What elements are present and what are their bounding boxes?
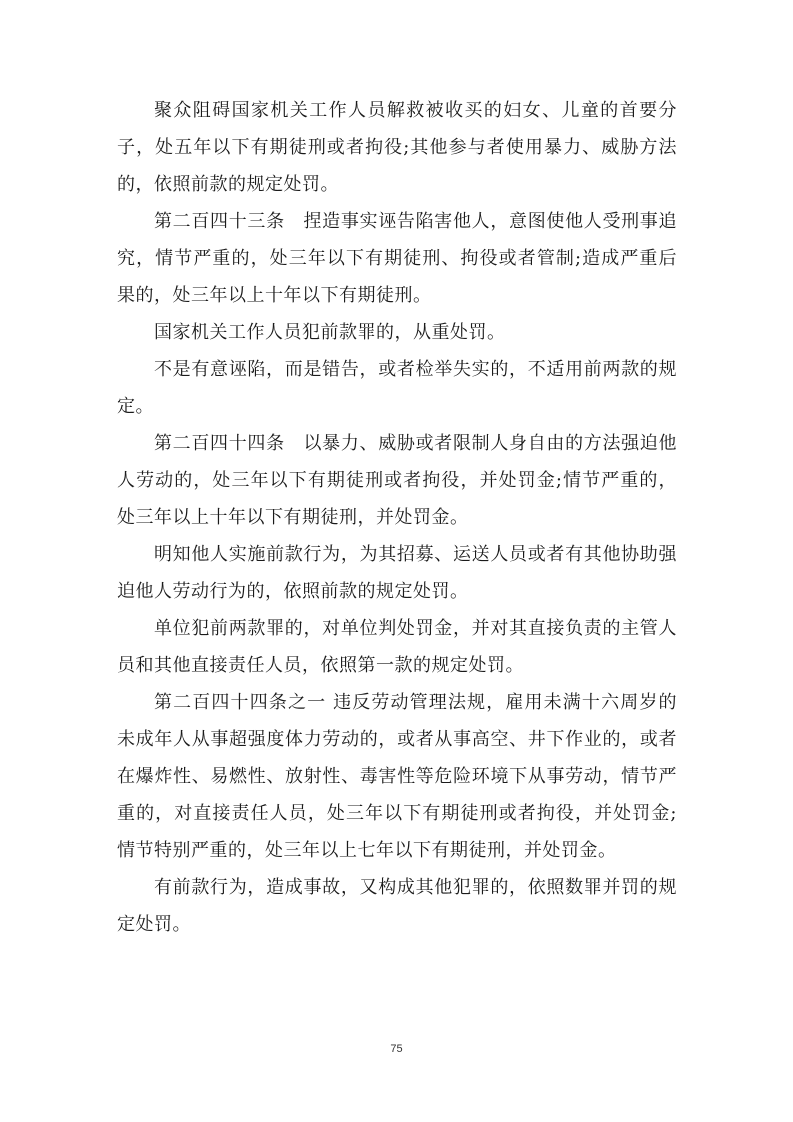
page-number: 75 xyxy=(390,1043,403,1055)
paragraph: 国家机关工作人员犯前款罪的，从重处罚。 xyxy=(154,322,506,343)
paragraph: 明知他人实施前款行为，为其招募、运送人员或者有其他协助强迫他人劳动行为的，依照前款的规定处罚。 xyxy=(117,544,677,602)
paragraph: 有前款行为，造成事故，又构成其他犯罪的，依照数罪并罚的规定处罚。 xyxy=(117,877,677,935)
paragraph: 不是有意诬陷，而是错告，或者检举失实的，不适用前两款的规定。 xyxy=(117,359,677,417)
paragraph: 第二百四十三条 捏造事实诬告陷害他人，意图使他人受刑事追究，情节严重的，处三年以下有期徒刑、拘役或者管制;造成严重后果的，处三年以上十年以下有期徒刑。 xyxy=(117,211,677,306)
paragraph: 第二百四十四条 以暴力、威胁或者限制人身自由的方法强迫他人劳动的，处三年以下有期徒刑或者拘役，并处罚金;情节严重的，处三年以上十年以下有期徒刑，并处罚金。 xyxy=(117,433,677,528)
paragraph: 单位犯前两款罪的，对单位判处罚金，并对其直接负责的主管人员和其他直接责任人员，依照第一款的规定处罚。 xyxy=(117,618,677,676)
document-body xyxy=(117,92,677,943)
paragraph: 第二百四十四条之一 违反劳动管理法规，雇用未满十六周岁的未成年人从事超强度体力劳动的，或者从事高空、井下作业的，或者在爆炸性、易燃性、放射性、毒害性等危险环境下从事劳动，情节严重的，对直接责任人员，处三年以下有期徒刑或者拘役，并处罚金;情节特别严重的，处三年以上七年以下有期徒刑，并处罚金。 xyxy=(117,692,677,861)
paragraph: 聚众阻碍国家机关工作人员解救被收买的妇女、儿童的首要分子，处五年以下有期徒刑或者拘役;其他参与者使用暴力、威胁方法的，依照前款的规定处罚。 xyxy=(117,100,677,195)
